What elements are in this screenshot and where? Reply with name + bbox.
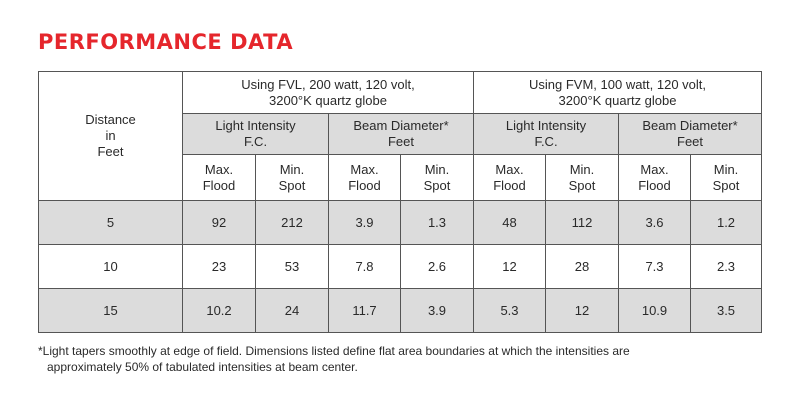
value-cell: 92 [183, 201, 256, 245]
sub-header-line1: Max. [640, 161, 669, 177]
value-cell: 5.3 [474, 289, 546, 333]
value-cell: 10.2 [183, 289, 256, 333]
sub-header-line2: Spot [712, 177, 740, 193]
performance-table [38, 71, 762, 333]
distance-cell: 5 [39, 201, 183, 245]
footnote [38, 343, 778, 375]
sub-header-max-flood [619, 155, 691, 201]
sub-header-max-flood [183, 155, 256, 201]
value-cell: 7.8 [329, 245, 401, 289]
value-cell: 2.6 [401, 245, 474, 289]
group-header-beam-diameter-fvm [619, 114, 762, 155]
distance-header-line: Distance [85, 112, 136, 127]
value-cell: 12 [546, 289, 619, 333]
value-cell: 1.3 [401, 201, 474, 245]
value-cell: 1.2 [691, 201, 762, 245]
footnote-line1: *Light tapers smoothly at edge of field. Dimensions listed define flat area boundaries at which the intensities are [38, 344, 630, 358]
value-cell: 28 [546, 245, 619, 289]
group-header-line2: F.C. [243, 134, 268, 149]
value-cell: 24 [256, 289, 329, 333]
group-header-line2: F.C. [534, 134, 558, 149]
value-cell: 11.7 [329, 289, 401, 333]
value-cell: 2.3 [691, 245, 762, 289]
sub-header-line1: Max. [495, 161, 524, 177]
fvl-globe-header-line2: 3200°K quartz globe [269, 92, 387, 108]
value-cell: 212 [256, 201, 329, 245]
sub-header-line1: Min. [424, 161, 450, 177]
value-cell: 3.5 [691, 289, 762, 333]
value-cell: 12 [474, 245, 546, 289]
sub-header-line1: Min. [713, 161, 739, 177]
page-title: PERFORMANCE DATA [38, 30, 294, 54]
sub-header-max-flood [329, 155, 401, 201]
fvl-globe-header-line1: Using FVL, 200 watt, 120 volt, [241, 76, 415, 92]
sub-header-line1: Min. [279, 161, 305, 177]
sub-header-line2: Spot [423, 177, 451, 193]
value-cell: 53 [256, 245, 329, 289]
sub-header-line2: Flood [348, 177, 381, 193]
group-header-line1: Beam Diameter* [642, 118, 738, 133]
group-header-line1: Beam Diameter* [353, 118, 449, 133]
sub-header-min-spot [256, 155, 329, 201]
sub-header-line2: Spot [568, 177, 596, 193]
value-cell: 3.9 [329, 201, 401, 245]
value-cell: 7.3 [619, 245, 691, 289]
table-row [39, 289, 762, 333]
group-header-line2: Feet [387, 134, 414, 149]
distance-header-line: Feet [97, 144, 124, 159]
footnote-line2: approximately 50% of tabulated intensities at beam center. [47, 360, 358, 374]
sub-header-min-spot [401, 155, 474, 201]
sub-header-line1: Max. [350, 161, 379, 177]
group-header-line2: Feet [677, 134, 704, 149]
fvl-globe-header [183, 72, 474, 114]
sub-header-min-spot [546, 155, 619, 201]
table-row [39, 245, 762, 289]
sub-header-line2: Spot [278, 177, 306, 193]
distance-header-line: in [105, 128, 116, 143]
fvm-globe-header-line1: Using FVM, 100 watt, 120 volt, [529, 76, 707, 92]
group-header-light-intensity-fvm [474, 114, 619, 155]
fvm-globe-header [474, 72, 762, 114]
value-cell: 48 [474, 201, 546, 245]
sub-header-line2: Flood [638, 177, 671, 193]
sub-header-line2: Flood [493, 177, 526, 193]
table-row [39, 201, 762, 245]
group-header-line1: Light Intensity [215, 118, 296, 133]
sub-header-min-spot [691, 155, 762, 201]
distance-cell: 15 [39, 289, 183, 333]
value-cell: 3.9 [401, 289, 474, 333]
group-header-beam-diameter-fvl [329, 114, 474, 155]
value-cell: 112 [546, 201, 619, 245]
sub-header-max-flood [474, 155, 546, 201]
sub-header-line2: Flood [202, 177, 236, 193]
group-header-light-intensity-fvl [183, 114, 329, 155]
distance-cell: 10 [39, 245, 183, 289]
value-cell: 3.6 [619, 201, 691, 245]
fvm-globe-header-line2: 3200°K quartz globe [558, 92, 677, 108]
value-cell: 10.9 [619, 289, 691, 333]
distance-header-cell [39, 72, 183, 201]
value-cell: 23 [183, 245, 256, 289]
sub-header-line1: Min. [569, 161, 595, 177]
sub-header-line1: Max. [204, 161, 234, 177]
group-header-line1: Light Intensity [505, 118, 587, 133]
